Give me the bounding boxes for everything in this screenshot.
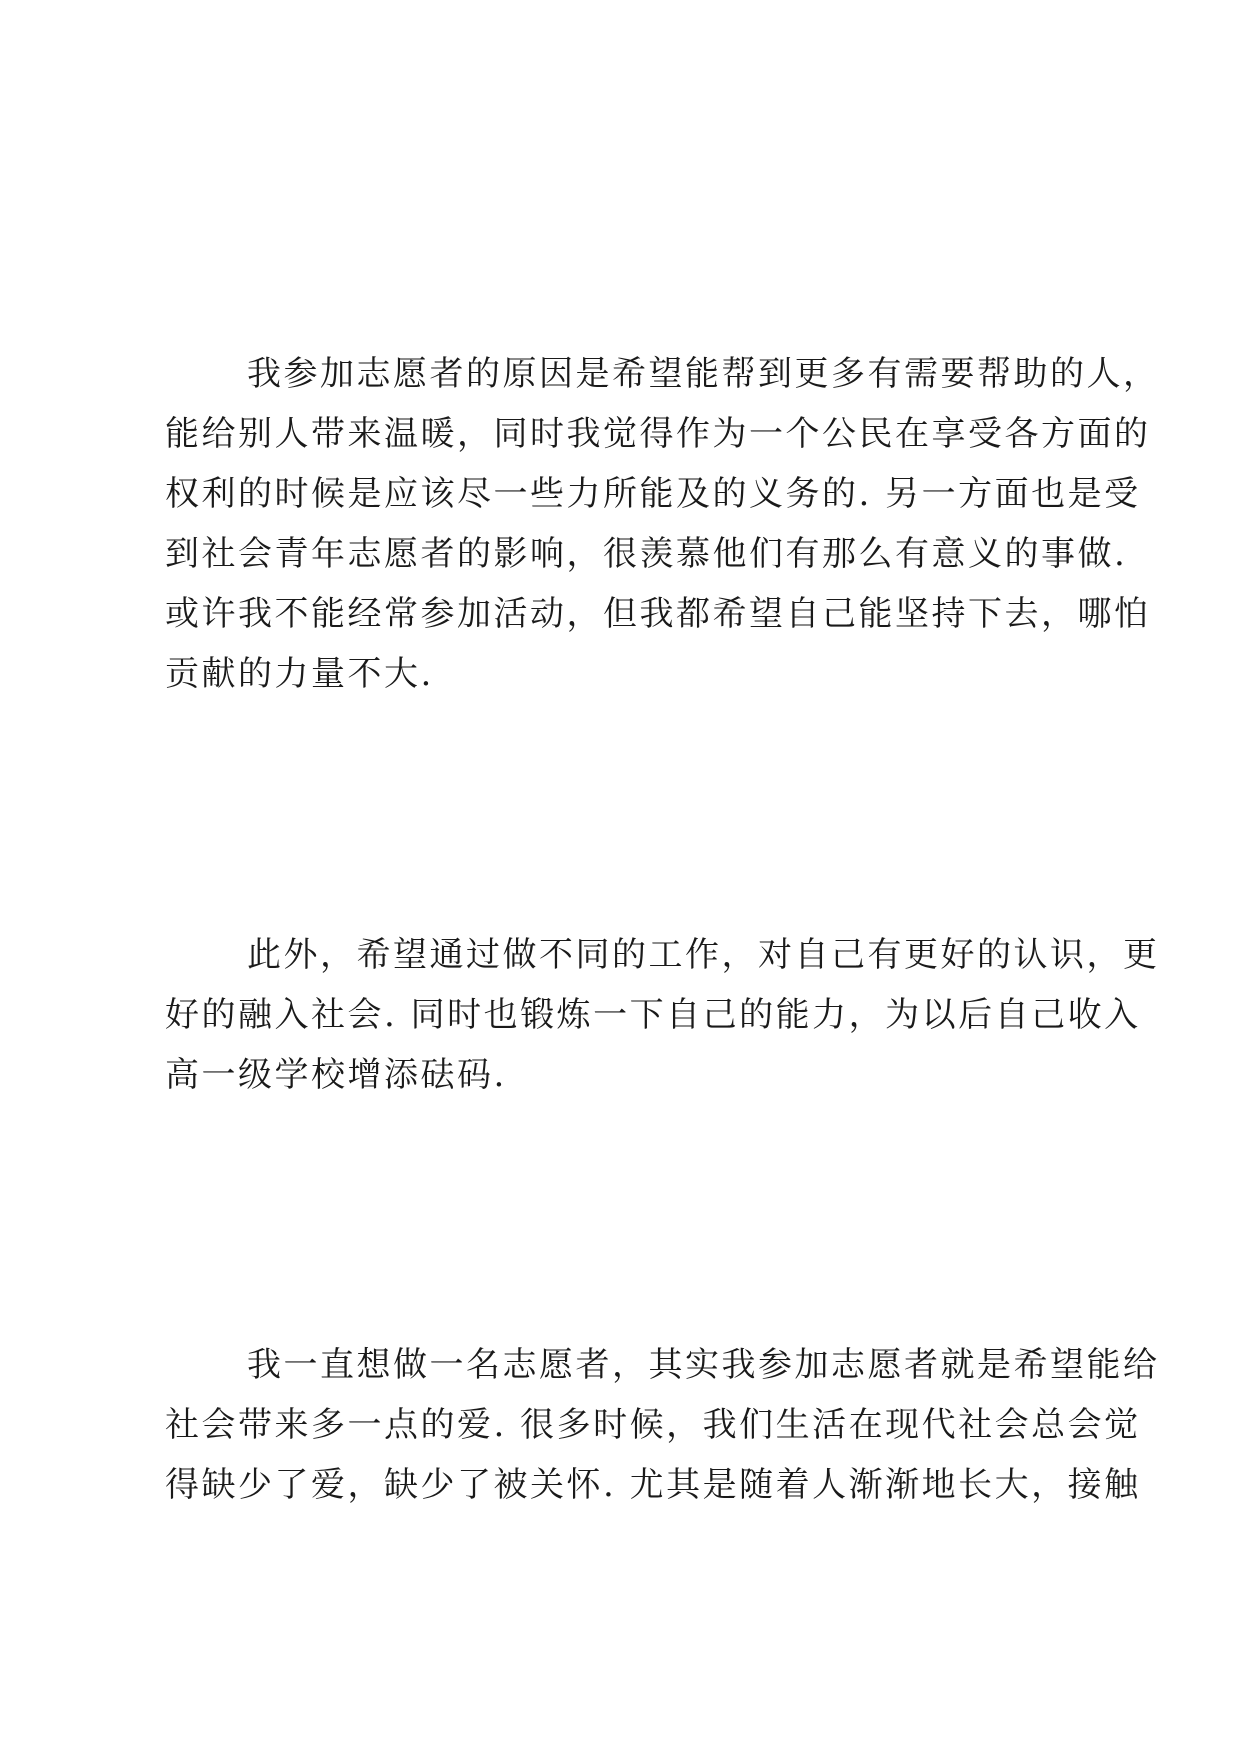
paragraph-bring-love [165,1335,1160,1515]
text-line: 得缺少了爱，缺少了被关怀. 尤其是随着人渐渐地长大，接触 [165,1465,1141,1505]
text-line: 此外，希望通过做不同的工作，对自己有更好的认识，更 [247,935,1160,975]
text-line: 社会带来多一点的爱. 很多时候，我们生活在现代社会总会觉 [165,1405,1141,1445]
text-line: 或许我不能经常参加活动，但我都希望自己能坚持下去，哪怕 [165,594,1151,634]
paragraph-volunteer-reasons [165,344,1160,704]
text-line: 高一级学校增添砝码. [165,1055,507,1095]
text-line: 权利的时候是应该尽一些力所能及的义务的. 另一方面也是受 [165,474,1141,514]
text-line: 我参加志愿者的原因是希望能帮到更多有需要帮助的人， [247,354,1160,394]
text-line: 好的融入社会. 同时也锻炼一下自己的能力，为以后自己收入 [165,995,1141,1035]
text-line: 我一直想做一名志愿者，其实我参加志愿者就是希望能给 [247,1345,1160,1385]
text-line: 贡献的力量不大. [165,654,434,694]
text-line: 能给别人带来温暖，同时我觉得作为一个公民在享受各方面的 [165,414,1151,454]
paragraph-self-improvement [165,925,1160,1105]
text-line: 到社会青年志愿者的影响，很羡慕他们有那么有意义的事做. [165,534,1128,574]
